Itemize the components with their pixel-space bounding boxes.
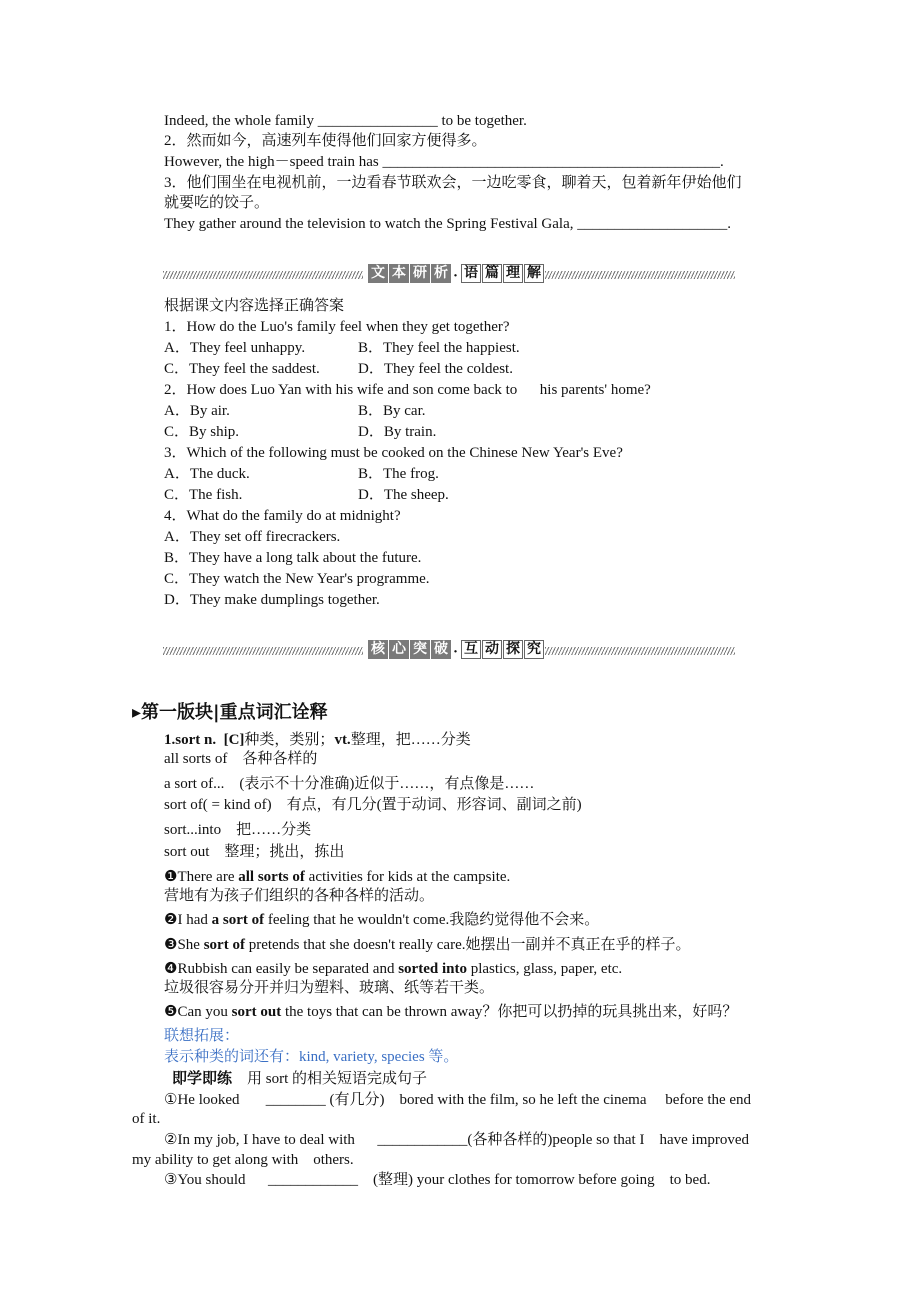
answer-option: A．By air. [164,403,230,419]
text-line [164,1026,239,1046]
option-row [164,401,426,421]
question-text: 4．What do the family do at midnight? [164,508,401,524]
answer-option: C．The fish. [164,487,243,503]
banner-char: 动 [482,640,502,659]
text-run: ②In my job, I have to deal with ____________(各种各样的)people so that I have improved [164,1132,750,1148]
text-line [164,1130,749,1150]
option-row [164,359,513,379]
text-run: 垃圾很容易分开并归为塑料、玻璃、纸等若干类。 [164,980,495,996]
option-row [164,338,520,358]
text-line [164,959,622,979]
answer-option: C．By ship. [164,424,240,440]
text-run: activities for kids at the campsite. [304,869,511,885]
text-run: a sort of... (表示不十分准确)近似于……，有点像是…… [164,776,535,792]
section-heading-text: 第一版块|重点词汇诠释 [141,702,328,723]
answer-option: D．The sheep. [358,487,449,503]
text-line [164,193,269,213]
text-line [164,1090,751,1110]
text-run: 表示种类的词还有：kind, variety, species 等。 [164,1049,459,1065]
question-text: 3．Which of the following must be cooked on the Chinese New Year's Eve? [164,445,623,461]
answer-option: A．They set off firecrackers. [164,529,341,545]
text-line [164,131,487,151]
text-line [164,774,534,794]
text-line [164,1047,458,1067]
text-run: However, the high－speed train has _____________________________________________. [164,154,724,170]
banner-tag-light [461,264,545,283]
answer-option: B．By car. [358,403,426,419]
text-line [132,1109,160,1129]
text-line [164,173,742,193]
answer-option: B．They feel the happiest. [358,340,520,356]
text-run: plastics, glass, paper, etc. [466,961,623,977]
text-run: ❶There are [164,869,239,885]
answer-option: C．They feel the saddest. [164,361,320,377]
text-run: ❺Can you [164,1004,232,1020]
option-row [164,590,380,610]
banner-char: 核 [368,640,388,659]
answer-option: B．The frog. [358,466,439,482]
question-text: 2．How does Luo Yan with his wife and son come back to his parents' home? [164,382,651,398]
text-run: 就要吃的饺子。 [164,195,270,211]
text-run: a sort of [211,912,265,928]
text-run: ❹Rubbish can easily be separated and [164,961,399,977]
option-row [164,485,449,505]
banner-char: 语 [461,264,481,283]
text-run: They gather around the television to watch the Spring Festival Gala, ____________________. [164,216,731,232]
banner-char: 篇 [482,264,502,283]
text-line [164,111,527,131]
banner-char: 析 [431,264,451,283]
text-run: 联想拓展： [164,1028,240,1044]
banner-char: 突 [410,640,430,659]
text-line [164,867,510,887]
text-run: the toys that can be thrown away？你把可以扔掉的玩具挑出来，好吗？ [281,1004,738,1020]
answer-option: D．They feel the coldest. [358,361,513,377]
text-run: 3．他们围坐在电视机前，一边看春节联欢会，一边吃零食，聊着天，包着新年伊始他们 [164,175,742,191]
banner-char: 心 [389,640,409,659]
banner-char: 研 [410,264,430,283]
banner-char: 本 [389,264,409,283]
text-run: my ability to get along with others. [132,1152,354,1168]
text-run: ①He looked ________ (有几分) bored with the film, so he left the cinema before the end [164,1092,752,1108]
answer-option: A．They feel unhappy. [164,340,306,356]
banner-char: 互 [461,640,481,659]
text-run: 1.sort n. [164,732,217,748]
text-line [164,978,494,998]
text-run: pretends that she doesn't really care.她摆出一副并不真正在乎的样子。 [244,937,691,953]
text-line [164,749,317,769]
banner-dot: · [453,644,459,660]
text-run: Indeed, the whole family ________________ to be together. [164,113,527,129]
text-run: feeling that he wouldn't come.我隐约觉得他不会来。 [264,912,600,928]
banner-dot: · [453,268,459,284]
banner-char: 究 [524,640,544,659]
text-run: 种类，类别； [244,732,335,748]
answer-option: B．They have a long talk about the future. [164,550,422,566]
banner-tag-light [461,640,545,659]
banner-tag-dark [368,640,452,659]
text-run: sort out 整理；挑出，拣出 [164,844,345,860]
text-run: 用 sort 的相关短语完成句子 [232,1071,428,1087]
banner-char: 文 [368,264,388,283]
text-run: sort...into 把……分类 [164,822,312,838]
text-run: ❷I had [164,912,212,928]
banner-hatch-right [545,647,735,655]
text-line [164,152,724,172]
text-line [164,795,582,815]
text-run: sort of( = kind of) 有点，有几分(置于动词、形容词、副词之前) [164,797,582,813]
text-line [172,1069,427,1089]
instruction-text: 根据课文内容选择正确答案 [164,298,345,314]
banner-char: 探 [503,640,523,659]
text-run: of it. [132,1111,161,1127]
option-row [164,527,340,547]
text-line [164,842,344,862]
text-run: vt. [334,732,351,748]
section-banner-core-breakthrough [163,640,735,662]
text-line [164,820,311,840]
option-row [164,422,437,442]
banner-hatch-left [163,647,363,655]
banner-hatch-left [163,271,363,279]
text-run: 2．然而如今，高速列车使得他们回家方便得多。 [164,133,487,149]
text-run: sort out [231,1004,282,1020]
text-run: 营地有为孩子们组织的各种各样的活动。 [164,888,435,904]
text-run: ❸She [164,937,204,953]
answer-option: C．They watch the New Year's programme. [164,571,430,587]
text-line [164,1002,737,1022]
text-run: 整理，把……分类 [350,732,471,748]
text-line [164,1170,710,1190]
text-line [164,886,434,906]
answer-option: D．They make dumplings together. [164,592,380,608]
section-heading: ▸第一版块|重点词汇诠释 [132,702,328,723]
banner-tag-dark [368,264,452,283]
banner-char: 理 [503,264,523,283]
answer-option: D．By train. [358,424,437,440]
banner-char: 破 [431,640,451,659]
banner-char: 解 [524,264,544,283]
text-line [164,730,471,750]
answer-option: A．The duck. [164,466,250,482]
section-banner-text-analysis [163,264,735,286]
question-text: 1．How do the Luo's family feel when they get together? [164,319,510,335]
text-run: [C] [223,732,245,748]
text-line [164,935,691,955]
option-row [164,464,439,484]
text-run: all sorts of 各种各样的 [164,751,318,767]
text-run: sort of [203,937,245,953]
text-line [164,214,731,234]
text-run [216,732,224,748]
text-run: 即学即练 [172,1071,233,1087]
text-line [132,1150,354,1170]
option-row [164,569,430,589]
text-line [164,910,599,930]
text-run: ③You should ____________ (整理) your clothes for tomorrow before going to bed. [164,1172,711,1188]
text-run: sorted into [398,961,467,977]
banner-hatch-right [545,271,735,279]
option-row [164,548,421,568]
text-run: all sorts of [238,869,305,885]
